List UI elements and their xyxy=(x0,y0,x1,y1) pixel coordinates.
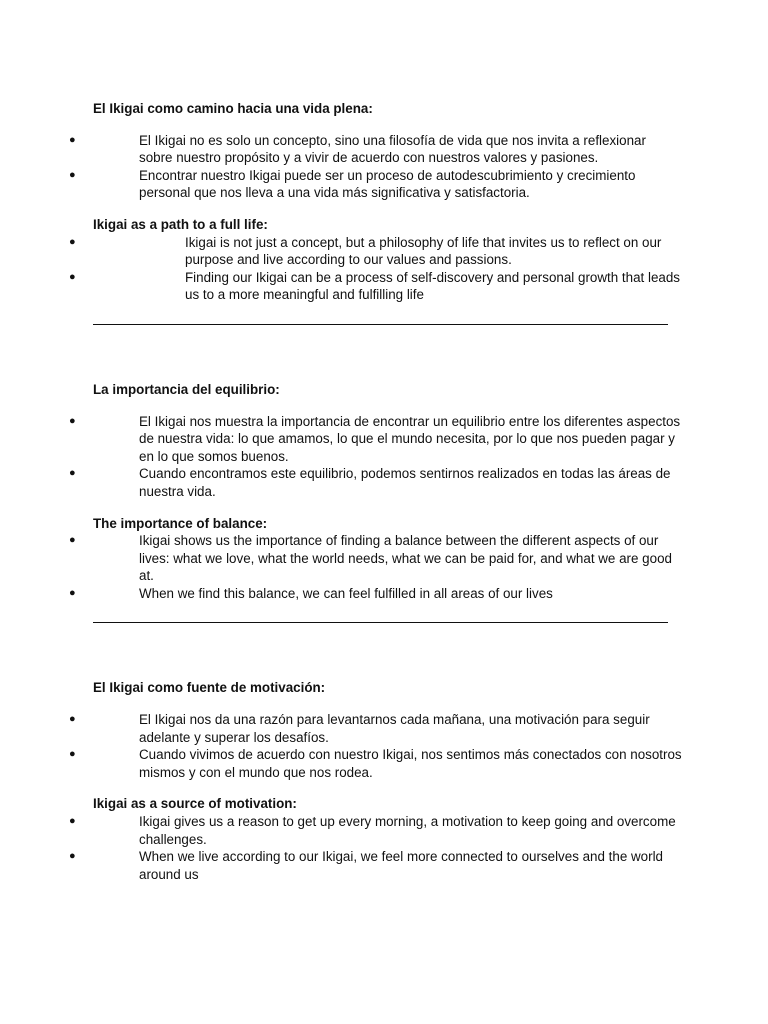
section-heading-en: Ikigai as a path to a full life: xyxy=(93,216,268,232)
section-heading-es: La importancia del equilibrio: xyxy=(93,381,280,397)
bullet-list-en xyxy=(93,532,683,602)
bullet-list-en xyxy=(93,813,683,883)
list-item: ● El Ikigai nos da una razón para levantarnos cada mañana, una motivación para seguir adelante y superar los desafíos. xyxy=(93,711,683,746)
list-item: ● When we live according to our Ikigai, we feel more connected to ourselves and the world around us xyxy=(93,848,683,883)
bullet-list-en xyxy=(93,234,683,304)
list-item: ● Finding our Ikigai can be a process of self-discovery and personal growth that leads us to a more meaningful and fulfilling life xyxy=(93,269,683,304)
list-item: ● Ikigai is not just a concept, but a philosophy of life that invites us to reflect on our purpose and live according to our values and passions. xyxy=(93,234,683,269)
section-heading-en: The importance of balance: xyxy=(93,515,268,531)
section-heading-en: Ikigai as a source of motivation: xyxy=(93,796,297,812)
list-item: ● Encontrar nuestro Ikigai puede ser un proceso de autodescubrimiento y crecimiento personal que nos lleva a una vida más significativa y satisfactoria. xyxy=(93,167,683,202)
section-heading-es: El Ikigai como camino hacia una vida plena: xyxy=(93,101,373,116)
bullet-list-es xyxy=(93,711,683,781)
list-item: ● Cuando encontramos este equilibrio, podemos sentirnos realizados en todas las áreas de nuestra vida. xyxy=(93,465,683,500)
list-item: ● When we find this balance, we can feel fulfilled in all areas of our lives xyxy=(93,585,683,603)
list-item: ● Ikigai gives us a reason to get up every morning, a motivation to keep going and overcome challenges. xyxy=(93,813,683,848)
section-heading-es: El Ikigai como fuente de motivación: xyxy=(93,680,326,696)
list-item: ● Cuando vivimos de acuerdo con nuestro Ikigai, nos sentimos más conectados con nosotros mismos y con el mundo que nos rodea. xyxy=(93,746,683,781)
list-item: ● El Ikigai nos muestra la importancia de encontrar un equilibrio entre los diferentes aspectos de nuestra vida: lo que amamos, lo que el mundo necesita, por lo que nos pueden pagar y en lo que somos buenos. xyxy=(93,413,683,466)
bullet-list-es xyxy=(93,132,683,202)
list-item: ● El Ikigai no es solo un concepto, sino una filosofía de vida que nos invita a reflexionar sobre nuestro propósito y a vivir de acuerdo con nuestros valores y pasiones. xyxy=(93,132,683,167)
bullet-list-es xyxy=(93,413,683,501)
list-item: ● Ikigai shows us the importance of finding a balance between the different aspects of our lives: what we love, what the world needs, what we can be paid for, and what we are good at. xyxy=(93,532,683,585)
document-page xyxy=(93,100,683,883)
